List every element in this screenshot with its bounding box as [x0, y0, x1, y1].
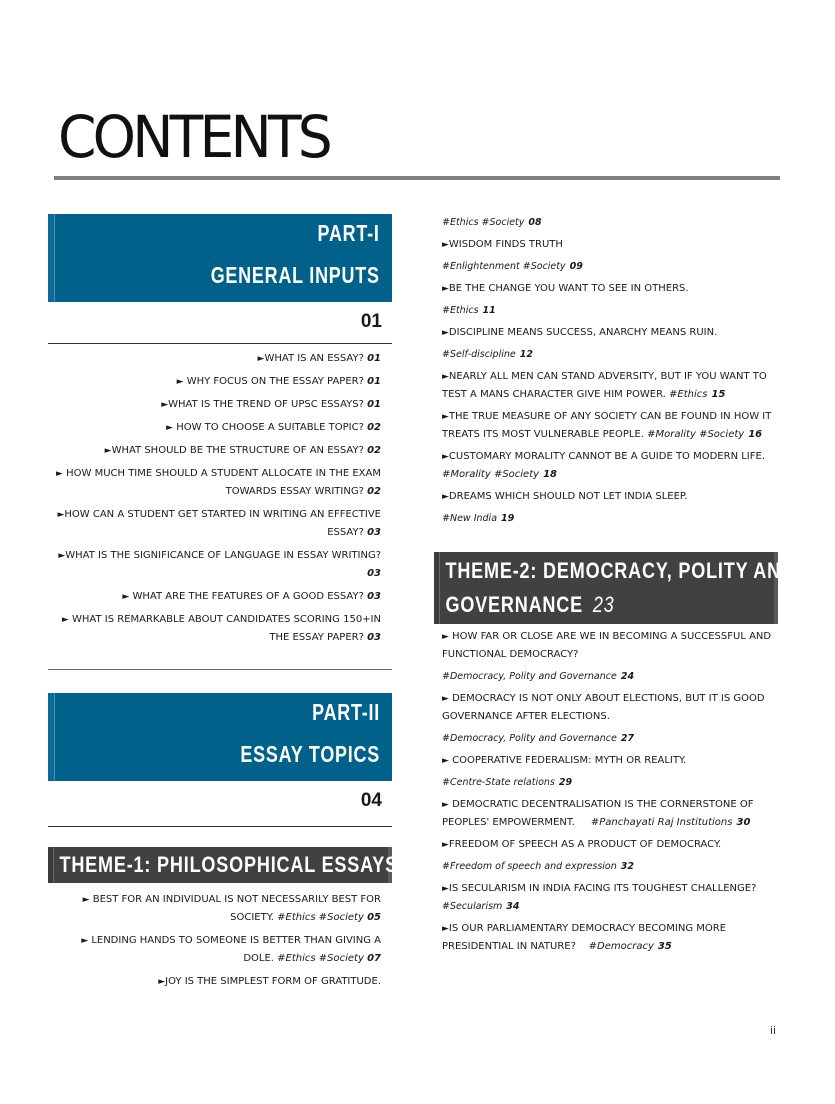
page-title: CONTENTS — [58, 103, 329, 171]
toc-entry-tags[interactable]: #Enlightenment #Society 09 — [442, 261, 583, 272]
arrow-icon: ► — [442, 756, 449, 766]
right-column — [434, 214, 795, 960]
toc-entry[interactable]: ►WHAT IS THE TREND OF UPSC ESSAYS? 01 — [161, 399, 381, 410]
part-2-box — [48, 693, 392, 781]
toc-entry[interactable]: ► LENDING HANDS TO SOMEONE IS BETTER THAN GIVING A DOLE. #Ethics #Society 07 — [81, 935, 381, 964]
arrow-icon: ► — [176, 377, 184, 387]
part-2-label: PART-II — [312, 699, 380, 725]
toc-entry-tags[interactable]: #Democracy, Polity and Governance 24 — [442, 671, 635, 682]
toc-entry[interactable]: ► BEST FOR AN INDIVIDUAL IS NOT NECESSARILY BEST FOR SOCIETY. #Ethics #Society 05 — [82, 894, 381, 923]
toc-entry[interactable]: ►NEARLY ALL MEN CAN STAND ADVERSITY, BUT IF YOU WANT TO TEST A MANS CHARACTER GIVE HIM POWER. #Ethics 15 — [442, 371, 767, 400]
arrow-icon: ► — [58, 551, 66, 561]
arrow-icon: ► — [442, 632, 449, 642]
toc-entry[interactable]: ► DEMOCRATIC DECENTRALISATION IS THE CORNERSTONE OF PEOPLES' EMPOWERMENT. #Panchayati Raj Institutions 30 — [442, 799, 754, 828]
arrow-icon: ► — [442, 884, 449, 894]
toc-entry[interactable]: ► WHAT IS REMARKABLE ABOUT CANDIDATES SCORING 150+IN THE ESSAY PAPER? 03 — [61, 614, 381, 643]
arrow-icon: ► — [442, 492, 449, 502]
arrow-icon: ► — [61, 615, 69, 625]
part-1-label: PART-I — [317, 220, 380, 246]
arrow-icon: ► — [442, 240, 449, 250]
toc-entry[interactable]: ► COOPERATIVE FEDERALISM: MYTH OR REALITY. — [442, 755, 687, 766]
toc-entry[interactable]: ► HOW MUCH TIME SHOULD A STUDENT ALLOCATE IN THE EXAM TOWARDS ESSAY WRITING? 02 — [56, 468, 381, 497]
toc-entry[interactable]: ► HOW TO CHOOSE A SUITABLE TOPIC? 02 — [166, 422, 381, 433]
part-1-name: GENERAL INPUTS — [210, 262, 380, 288]
toc-entry[interactable]: ►IS SECULARISM IN INDIA FACING ITS TOUGHEST CHALLENGE? — [442, 883, 757, 894]
toc-entry[interactable]: ►WHAT IS THE SIGNIFICANCE OF LANGUAGE IN ESSAY WRITING? 03 — [58, 550, 381, 579]
theme-2-title-line2: GOVERNANCE 23 — [445, 592, 615, 617]
arrow-icon: ► — [57, 510, 65, 520]
arrow-icon: ► — [56, 469, 63, 479]
title-rule — [54, 176, 780, 180]
arrow-icon: ► — [442, 412, 449, 422]
toc-entry-tags[interactable]: #Democracy, Polity and Governance 27 — [442, 733, 635, 744]
toc-entry[interactable]: ►THE TRUE MEASURE OF ANY SOCIETY CAN BE FOUND IN HOW IT TREATS ITS MOST VULNERABLE PEOPLE. #Morality #Society 16 — [442, 411, 772, 440]
toc-entry[interactable]: ►WHAT SHOULD BE THE STRUCTURE OF AN ESSAY? 02 — [104, 445, 381, 456]
toc-entry[interactable]: ► WHAT ARE THE FEATURES OF A GOOD ESSAY? 03 — [122, 591, 381, 602]
part-1-box — [48, 214, 392, 302]
theme-1-title: THEME-1: PHILOSOPHICAL ESSAYS 05 — [59, 852, 430, 877]
theme-2-box — [434, 552, 795, 624]
toc-entry[interactable]: ►DREAMS WHICH SHOULD NOT LET INDIA SLEEP. — [442, 491, 688, 502]
toc-entry-tags[interactable]: #Secularism 34 — [442, 901, 520, 912]
left-column — [48, 214, 430, 996]
toc-entry[interactable]: ► DEMOCRACY IS NOT ONLY ABOUT ELECTIONS, BUT IT IS GOOD GOVERNANCE AFTER ELECTIONS. — [442, 693, 765, 722]
arrow-icon: ► — [442, 840, 449, 850]
toc-entry-tags[interactable]: #New India 19 — [442, 513, 515, 524]
part-1-page: 01 — [360, 311, 382, 332]
arrow-icon: ► — [442, 694, 449, 704]
arrow-icon: ► — [122, 592, 130, 602]
arrow-icon: ► — [81, 936, 89, 946]
arrow-icon: ► — [82, 895, 90, 905]
theme-1-page: 05 — [407, 852, 430, 877]
toc-entry[interactable]: ►WISDOM FINDS TRUTH — [442, 239, 563, 250]
toc-entry-tags[interactable]: #Centre-State relations 29 — [442, 777, 573, 788]
toc-entry[interactable]: ►FREEDOM OF SPEECH AS A PRODUCT OF DEMOCRACY. — [442, 839, 722, 850]
toc-entry[interactable]: ►DISCIPLINE MEANS SUCCESS, ANARCHY MEANS RUIN. — [442, 327, 718, 338]
toc-entry[interactable]: ►WHAT IS AN ESSAY? 01 — [257, 353, 381, 364]
theme-2-page: 23 — [592, 592, 615, 617]
toc-entry[interactable]: ► WHY FOCUS ON THE ESSAY PAPER? 01 — [176, 376, 381, 387]
arrow-icon: ► — [158, 977, 166, 987]
arrow-icon: ► — [161, 400, 169, 410]
toc-entry[interactable]: ►CUSTOMARY MORALITY CANNOT BE A GUIDE TO MODERN LIFE. #Morality #Society 18 — [442, 451, 766, 480]
toc-entry[interactable]: ► HOW FAR OR CLOSE ARE WE IN BECOMING A SUCCESSFUL AND FUNCTIONAL DEMOCRACY? — [442, 631, 772, 660]
arrow-icon: ► — [104, 446, 112, 456]
toc-entry[interactable]: ►IS OUR PARLIAMENTARY DEMOCRACY BECOMING MORE PRESIDENTIAL IN NATURE? #Democracy 35 — [442, 923, 727, 952]
arrow-icon: ► — [257, 354, 265, 364]
arrow-icon: ► — [442, 372, 449, 382]
toc-entry-tags[interactable]: #Ethics 11 — [442, 305, 496, 316]
toc-entry-tags[interactable]: #Freedom of speech and expression 32 — [442, 861, 634, 872]
page-number: ii — [770, 1024, 777, 1037]
arrow-icon: ► — [166, 423, 173, 433]
arrow-icon: ► — [442, 800, 449, 810]
toc-entry[interactable]: ►JOY IS THE SIMPLEST FORM OF GRATITUDE. — [158, 976, 381, 987]
part-2-page: 04 — [360, 790, 382, 811]
arrow-icon: ► — [442, 452, 449, 462]
theme-2-title: THEME-2: DEMOCRACY, POLITY AND — [445, 558, 795, 583]
theme-1-box — [48, 847, 430, 883]
toc-entry-tags[interactable]: #Ethics #Society 08 — [442, 217, 542, 228]
arrow-icon: ► — [442, 924, 449, 934]
part-2-name: ESSAY TOPICS — [240, 741, 380, 767]
arrow-icon: ► — [442, 284, 449, 294]
arrow-icon: ► — [442, 328, 449, 338]
toc-entry[interactable]: ►BE THE CHANGE YOU WANT TO SEE IN OTHERS. — [442, 283, 689, 294]
toc-entry[interactable]: ►HOW CAN A STUDENT GET STARTED IN WRITING AN EFFECTIVE ESSAY? 03 — [57, 509, 381, 538]
toc-entry-tags[interactable]: #Self-discipline 12 — [442, 349, 533, 360]
